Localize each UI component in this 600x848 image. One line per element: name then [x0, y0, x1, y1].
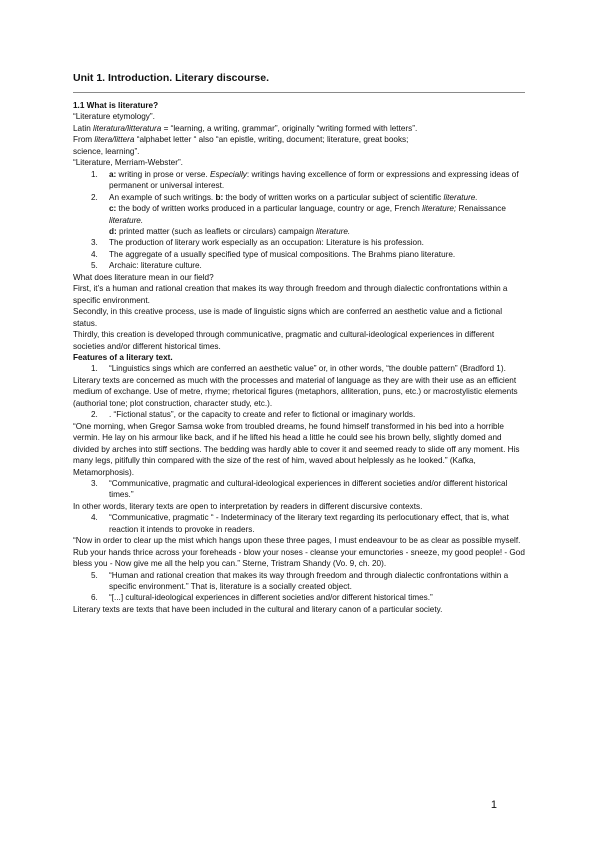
- feature-item: 3. “Communicative, pragmatic and cultural-ideological experiences in different societies and/or different historical times.”: [91, 478, 508, 500]
- latin-line: Latin literatura/litteratura = “learning, a writing, grammar”, originally “writing formed with letters”.: [73, 123, 418, 133]
- feature-paragraph: In other words, literary texts are open to interpretation by readers in different discursive contexts.: [73, 501, 423, 511]
- field-question: What does literature mean in our field?: [73, 272, 214, 282]
- feature-item: 4. “Communicative, pragmatic “ - Indeterminacy of the literary text regarding its perlocutionary effect, that is, what reaction it intends to provoke in readers.: [91, 513, 509, 534]
- feature-item: 6. “[...] cultural-ideological experiences in different societies and/or different historical times.”: [91, 593, 433, 603]
- page-number: 1: [490, 799, 497, 811]
- definition-item: 2. An example of such writings. b: the body of written works on a particular subject of scientific literature.: [91, 192, 478, 202]
- paragraph-second: Secondly, in this creative process, use is made of linguistic signs which are conferred an aesthetic value and a fictional status.: [73, 307, 503, 328]
- document-body: [73, 100, 528, 615]
- feature-paragraph: Literary texts are texts that have been included in the cultural and literary canon of a particular society.: [73, 604, 443, 614]
- unit-title: Unit 1. Introduction. Literary discourse.: [73, 72, 270, 84]
- feature-item: 5. “Human and rational creation that makes its way through freedom and through dialectic confrontations within a specific environment.” That is, literature is a socially created object.: [91, 570, 509, 592]
- title-divider: [73, 92, 525, 93]
- paragraph-first: First, it’s a human and rational creation that makes its way through freedom and through dialectic confrontations within a specific environment.: [73, 284, 508, 305]
- sterne-quote: “Now in order to clear up the mist which hangs upon these three pages, I must endeavour to be as clear as possible myself. Rub your hands thrice across your foreheads - blow your noses - cleanse your emunctories - sneeze, my good people! - God bless you - Now give me all the help you can.” Sterne, Tristram Shandy (Vo. 9, ch. 20).: [73, 536, 525, 569]
- feature-paragraph: Literary texts are concerned as much with the processes and material of language as they are with their use as an efficient medium of exchange. Use of metre, rhyme; rhetorical figures (metaphors, alliteration, puns, etc.) or macrostylistic elements (authorial tone; plot construction, character study, etc.).: [73, 375, 518, 408]
- paragraph-third: Thirdly, this creation is developed through communicative, pragmatic and cultural-ideological experiences in different societies and/or different historical times.: [73, 330, 495, 351]
- merriam-webster-label: “Literature, Merriam-Webster”.: [73, 158, 183, 168]
- kafka-quote: “One morning, when Gregor Samsa woke from troubled dreams, he found himself transformed in his bed into a horrible vermin. He lay on his armour like back, and if he lifted his head a little he could see his brown belly, slightly domed and divided by arches into stiff sections. The bedding was hardly able to cover it and seemed ready to slide off any moment. His many legs, pitifully thin compared with the size of the rest of him, waved about helplessly as he looked.” (Kafka, Metamorphosis).: [73, 421, 520, 477]
- from-line: From litera/littera “alphabet letter “ also “an epistle, writing, document; literature, great books;: [73, 135, 409, 145]
- definition-item: 1. a: writing in prose or verse. Especially: writings having excellence of form or expressions and expressing ideas of permanent or universal interest.: [91, 169, 519, 191]
- definition-item: 4. The aggregate of a usually specified type of musical compositions. The Brahms piano literature.: [91, 249, 456, 259]
- section-heading: 1.1 What is literature?: [73, 101, 159, 110]
- definition-item: 5. Archaic: literature culture.: [91, 261, 202, 271]
- definition-subitem: c: the body of written works produced in a particular language, country or age, French literature; Renaissance literature.: [109, 204, 506, 225]
- features-heading: Features of a literary text.: [73, 352, 173, 362]
- definition-item: 3. The production of literary work especially as an occupation: Literature is his profession.: [91, 238, 424, 248]
- feature-item: 2. . “Fictional status”, or the capacity to create and refer to fictional or imaginary worlds.: [91, 410, 416, 420]
- etymology-label: “Literature etymology”.: [73, 112, 155, 122]
- from-line-cont: science, learning”.: [73, 146, 140, 156]
- feature-item: 1. “Linguistics sings which are conferred an aesthetic value” or, in other words, “the double pattern” (Bradford 1).: [91, 364, 506, 374]
- definition-subitem: d: printed matter (such as leaflets or circulars) campaign literature.: [109, 226, 351, 236]
